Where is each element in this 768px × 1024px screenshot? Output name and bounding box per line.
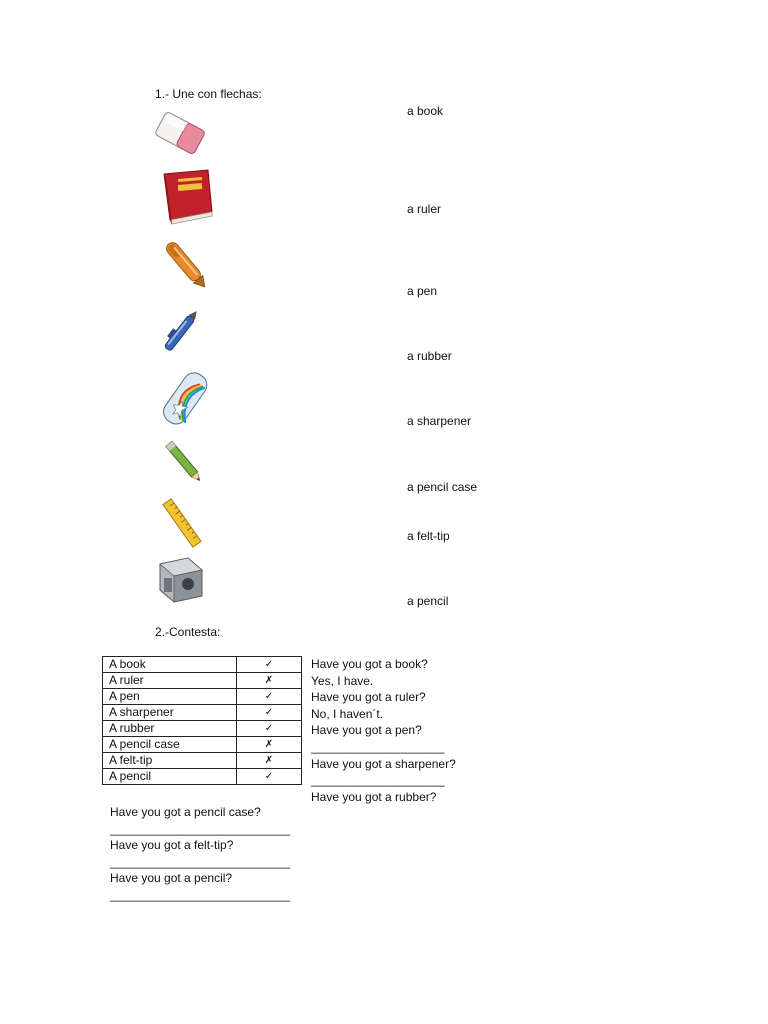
- item-cell: A sharpener: [103, 705, 237, 721]
- checklist-table: [102, 656, 302, 785]
- pencil-case-picture: [156, 366, 216, 432]
- word-a-pencil: a pencil: [407, 594, 449, 608]
- table-row: [103, 689, 302, 705]
- word-a-felt-tip: a felt-tip: [407, 529, 450, 543]
- pen-picture: [154, 300, 210, 360]
- table-row: [103, 657, 302, 673]
- table-row: [103, 769, 302, 785]
- answer-blank-pen: ____________________: [311, 739, 445, 754]
- exercise-2-heading: 2.-Contesta:: [155, 625, 221, 639]
- item-cell: A rubber: [103, 721, 237, 737]
- word-a-rubber: a rubber: [407, 349, 452, 363]
- felt-tip-picture: [156, 232, 220, 302]
- item-cell: A pencil case: [103, 737, 237, 753]
- answer-blank-sharpener: ____________________: [311, 773, 445, 788]
- question-pen: Have you got a pen?: [311, 723, 422, 738]
- answer-blank-pencil: ___________________________: [110, 887, 291, 902]
- word-a-pencil-case: a pencil case: [407, 480, 478, 494]
- table-row: [103, 705, 302, 721]
- answer-ruler: No, I haven´t.: [311, 706, 384, 721]
- item-cell: A pencil: [103, 769, 237, 785]
- question-book: Have you got a book?: [311, 657, 428, 671]
- book-picture: [154, 166, 216, 226]
- qa-right-column: [311, 656, 456, 805]
- item-cell: A felt-tip: [103, 753, 237, 769]
- item-cell: A ruler: [103, 673, 237, 689]
- check-mark-icon: ✓: [237, 769, 302, 785]
- answer-book: Yes, I have.: [311, 673, 374, 688]
- answer-blank-felt-tip: ___________________________: [110, 854, 291, 869]
- table-row: [103, 721, 302, 737]
- item-cell: A book: [103, 657, 237, 673]
- question-pencil: Have you got a pencil?: [110, 871, 233, 886]
- table-row: [103, 753, 302, 769]
- cross-mark-icon: ✗: [237, 737, 302, 753]
- question-rubber: Have you got a rubber?: [311, 789, 437, 804]
- qa-bottom-column: [110, 804, 290, 904]
- answer-blank-pencil-case: ___________________________: [110, 821, 291, 836]
- question-felt-tip: Have you got a felt-tip?: [110, 838, 234, 853]
- question-ruler: Have you got a ruler?: [311, 690, 426, 705]
- word-a-pen: a pen: [407, 284, 438, 298]
- pencil-picture: [158, 432, 212, 494]
- question-pencil-case: Have you got a pencil case?: [110, 805, 261, 819]
- table-row: [103, 737, 302, 753]
- item-cell: A pen: [103, 689, 237, 705]
- word-a-sharpener: a sharpener: [407, 414, 472, 428]
- cross-mark-icon: ✗: [237, 673, 302, 689]
- ruler-picture: [154, 494, 210, 552]
- sharpener-picture: [154, 552, 208, 606]
- check-mark-icon: ✓: [237, 689, 302, 705]
- exercise-1-heading: 1.- Une con flechas:: [155, 87, 262, 101]
- table-row: [103, 673, 302, 689]
- check-mark-icon: ✓: [237, 657, 302, 673]
- cross-mark-icon: ✗: [237, 753, 302, 769]
- question-sharpener: Have you got a sharpener?: [311, 756, 456, 771]
- check-mark-icon: ✓: [237, 721, 302, 737]
- check-mark-icon: ✓: [237, 705, 302, 721]
- eraser-picture: [152, 106, 208, 160]
- word-a-book: a book: [407, 104, 444, 118]
- word-a-ruler: a ruler: [407, 202, 442, 216]
